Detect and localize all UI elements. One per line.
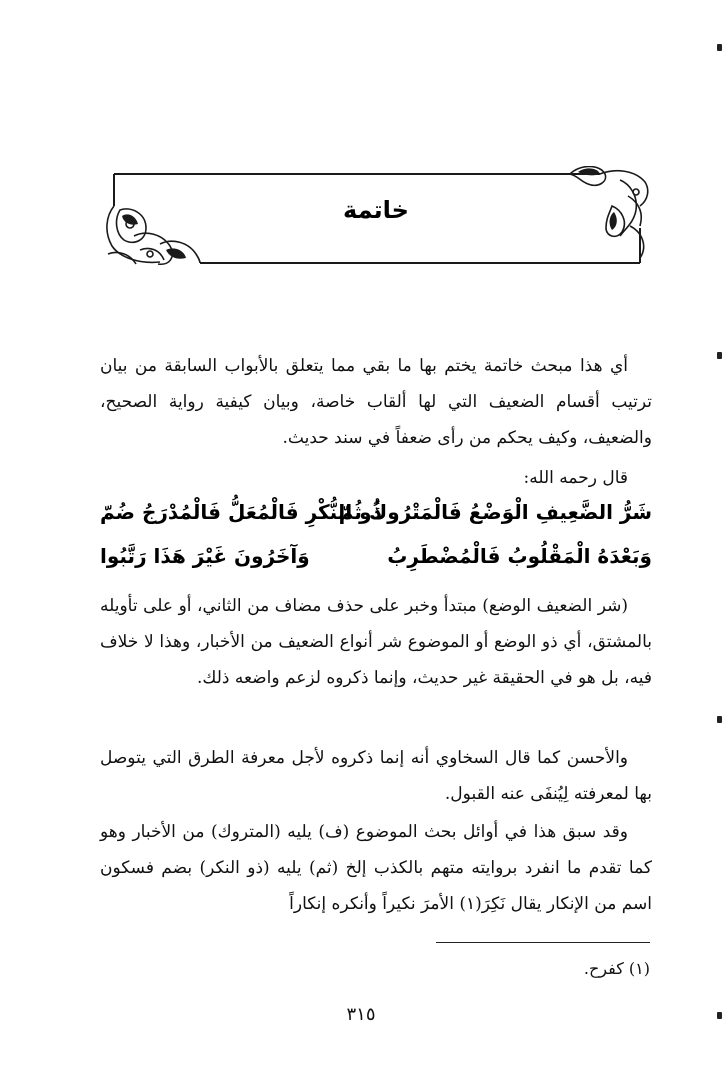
chapter-title-frame [100,166,652,270]
said-line: قال رحمه الله: [523,468,628,488]
verse-line-1-first-hemistich: شَرُّ الضَّعِيفِ الْوَضْعُ فَالْمَتْرُوكُ ثُمّ [338,500,652,524]
page-number: ٣١٥ [346,1004,376,1025]
intro-paragraph [100,348,652,456]
commentary-text-2: والأحسن كما قال السخاوي أنه إنما ذكروه لأجل معرفة الطرق التي يتوصل بها لمعرفته لِيُنفَى عنه القبول. [100,748,652,804]
commentary-paragraph-1 [100,588,652,696]
commentary-text-3: وقد سبق هذا في أوائل بحث الموضوع (ف) يليه (المتروك) من الأخبار وهو كما تقدم ما انفرد بروايته متهم بالكذب إلخ (ثم) يليه (ذو النكر) بضم فسكون اسم من الإنكار يقال نَكِرَ(١) الأمرَ نكيراً وأنكره إنكاراً [100,822,652,914]
commentary-paragraph-3 [100,814,652,922]
footnote: (١) كفرح. [583,959,650,978]
edge-mark-icon [717,716,722,723]
chapter-title: خاتمة [343,196,409,224]
said-line-block [100,460,652,496]
edge-mark-icon [717,44,722,51]
verse-line-2-second-hemistich: وَآخَرُونَ غَيْرَ هَذَا رَتَّبُوا [100,544,310,568]
verse-line-1 [100,500,652,544]
commentary-text-1: (شر الضعيف الوضع) مبتدأ وخبر على حذف مضاف من الثاني، أو على تأويله بالمشتق، أي ذو الوضع أو الموضوع شر أنواع الضعيف من الأخبار، وهذا لا خلاف فيه، بل هو في الحقيقة غير حديث، وإنما ذكروه لزعم واضعه ذلك. [100,596,653,688]
footnote-divider [436,942,650,943]
verse-line-2 [100,544,652,588]
edge-mark-icon [717,1012,722,1019]
verse-line-1-second-hemistich: ذُو النُّكْرِ فَالْمُعَلُّ فَالْمُدْرَجُ ضُمّ [100,500,382,524]
verse-line-2-first-hemistich: وَبَعْدَهُ الْمَقْلُوبُ فَالْمُضْطَرِبُ [387,544,652,568]
intro-text: أي هذا مبحث خاتمة يختم بها ما بقي مما يتعلق بالأبواب السابقة من بيان ترتيب أقسام الضعيف التي لها ألقاب خاصة، وبيان كيفية رواية الصحيح، والضعيف، وكيف يحكم من رأى ضعفاً في سند حديث. [100,356,652,448]
edge-mark-icon [717,352,722,359]
verse-block [100,500,652,588]
commentary-paragraph-2 [100,740,652,812]
